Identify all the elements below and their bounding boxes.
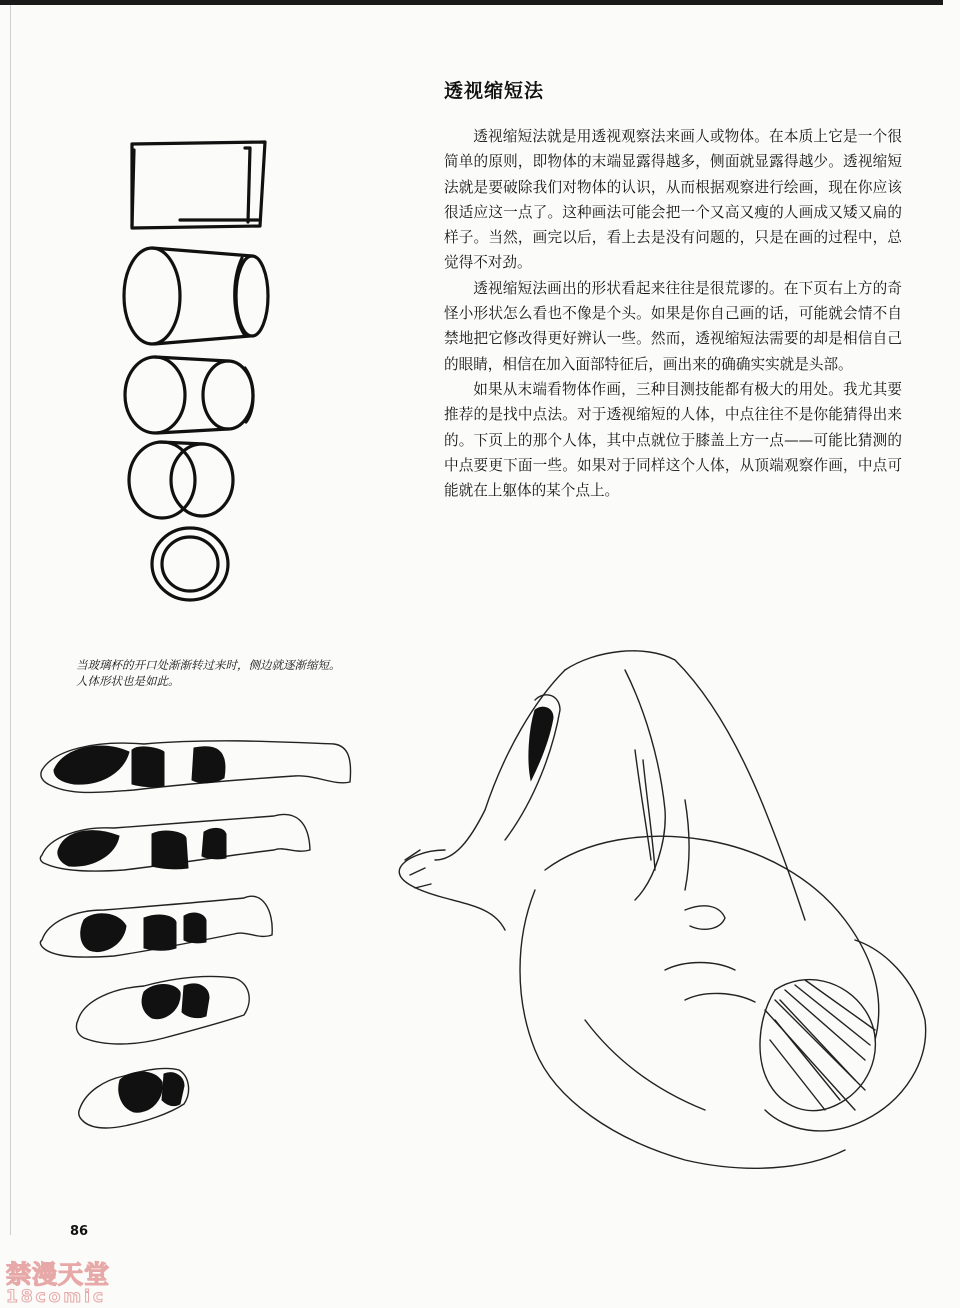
lying-figure-sequence [34,730,359,1150]
page-number: 86 [70,1224,89,1239]
watermark [6,1262,110,1306]
glass-cylinder-icon [124,248,268,344]
paragraph-3: 如果从末端看物体作画，三种目测技能都有极大的用处。我尤其要推荐的是找中点法。对于透视缩短的人体，中点往往不是你能猜得出来的。下页上的那个人体，其中点就位于膝盖上方一点——可能比猜测的中点要更下面一些。如果对于同样这个人体，从顶端观察作画，中点可能就在上躯体的某个点上。 [444,380,902,500]
watermark-zh: 禁漫天堂 [6,1260,111,1289]
body-text [444,124,902,503]
glass-cylinder-icon [129,442,233,518]
glass-cylinder-sequence [110,130,280,610]
section-title: 透视缩短法 [444,80,545,102]
foreshortened-figure-sketch [385,640,945,1180]
paragraph-1: 透视缩短法就是用透视观察法来画人或物体。在本质上它是一个很简单的原则，即物体的末端显露得越多，侧面就显露得越少。透视缩短法就是要破除我们对物体的认识，从而根据观察进行绘画，现在你应该很适应这一点了。这种画法可能会把一个又高又瘦的人画成又矮又扁的样子。当然，画完以后，看上去是没有问题的，只是在画的过程中，总觉得不对劲。 [444,128,902,272]
lying-figure-icon [40,814,310,871]
lying-figure-icon [40,896,272,957]
top-rule [0,0,943,5]
foreshortened-figure-icon [399,651,925,1168]
glass-cylinder-icon [125,357,253,433]
scan-edge [10,5,11,1235]
lying-figure-icon [79,1068,189,1128]
glass-cylinder-icon [152,528,228,600]
watermark-en: 18comic [6,1287,107,1307]
lying-figure-icon [41,741,351,793]
paragraph-2: 透视缩短法画出的形状看起来往往是很荒谬的。在下页右上方的奇怪小形状怎么看也不像是个头。如果是你自己画的话，可能就会情不自禁地把它修改得更好辨认一些。然而，透视缩短法需要的却是相信自己的眼睛，相信在加入面部特征后，画出来的确确实实就是头部。 [444,279,902,373]
glass-cylinder-icon [132,142,265,228]
lying-figure-icon [76,976,249,1044]
figure-caption: 当玻璃杯的开口处渐渐转过来时，侧边就逐渐缩短。人体形状也是如此。 [76,658,341,688]
